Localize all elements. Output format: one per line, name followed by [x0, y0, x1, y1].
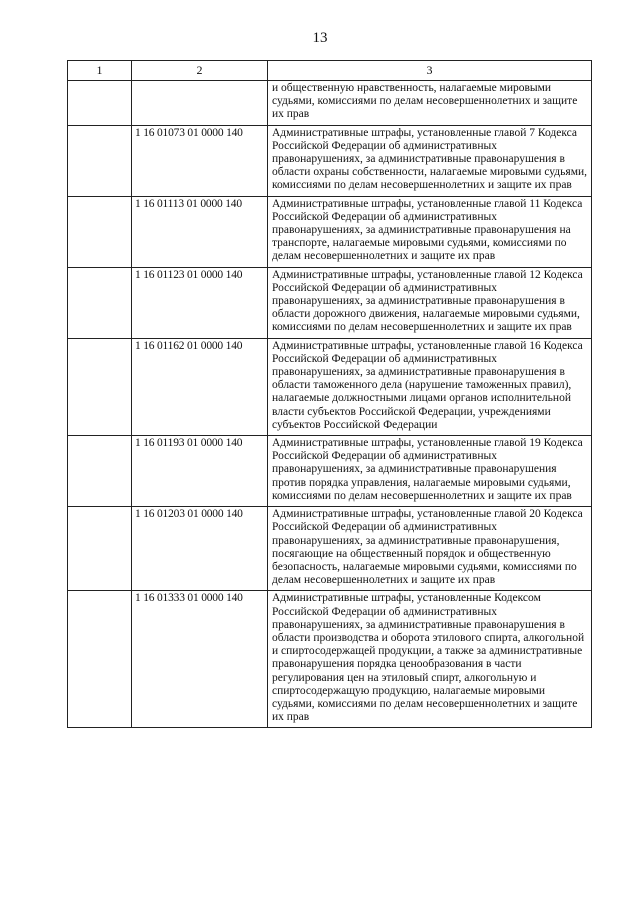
column-header-3: 3	[268, 61, 592, 81]
description-cell: Административные штрафы, установленные главой 11 Кодекса Российской Федерации об административных правонарушениях, за административные правонарушения на транспорте, налагаемые мировыми судьями, комиссиями по делам несовершеннолетних и защите их прав	[268, 196, 592, 267]
row-index-cell	[68, 338, 132, 435]
row-index-cell	[68, 196, 132, 267]
description-cell: Административные штрафы, установленные главой 7 Кодекса Российской Федерации об административных правонарушениях, за административные правонарушения в области охраны собственности, налагаемые мировыми судьями, комиссиями по делам несовершеннолетних и защите их прав	[268, 125, 592, 196]
budget-code-cell: 1 16 01123 01 0000 140	[132, 267, 268, 338]
budget-code-cell: 1 16 01073 01 0000 140	[132, 125, 268, 196]
description-cell: Административные штрафы, установленные главой 20 Кодекса Российской Федерации об административных правонарушениях, за административные правонарушения, посягающие на общественный порядок и общественную безопасность, налагаемые мировыми судьями, комиссиями по делам несовершеннолетних и защите их прав	[268, 507, 592, 591]
table-row	[68, 507, 592, 591]
column-header-2: 2	[132, 61, 268, 81]
table-row	[68, 436, 592, 507]
table-row	[68, 125, 592, 196]
table-row	[68, 338, 592, 435]
budget-code-cell: 1 16 01333 01 0000 140	[132, 591, 268, 728]
budget-code-cell: 1 16 01203 01 0000 140	[132, 507, 268, 591]
column-header-1: 1	[68, 61, 132, 81]
budget-code-cell	[132, 81, 268, 126]
table-row	[68, 591, 592, 728]
row-index-cell	[68, 267, 132, 338]
row-index-cell	[68, 81, 132, 126]
description-cell: Административные штрафы, установленные главой 16 Кодекса Российской Федерации об административных правонарушениях, за административные правонарушения в области таможенного дела (нарушение таможенных правил), налагаемые должностными лицами органов исполнительной власти субъектов Российской Федерации, учреждениями субъектов Российской Федерации	[268, 338, 592, 435]
budget-code-cell: 1 16 01193 01 0000 140	[132, 436, 268, 507]
row-index-cell	[68, 125, 132, 196]
row-index-cell	[68, 436, 132, 507]
table-row	[68, 196, 592, 267]
revenue-codes-table	[67, 60, 592, 728]
table-row	[68, 81, 592, 126]
description-cell: Административные штрафы, установленные главой 19 Кодекса Российской Федерации об административных правонарушениях, за административные правонарушения против порядка управления, налагаемые мировыми судьями, комиссиями по делам несовершеннолетних и защите их прав	[268, 436, 592, 507]
page-number: 13	[312, 30, 328, 46]
budget-code-cell: 1 16 01113 01 0000 140	[132, 196, 268, 267]
budget-code-cell: 1 16 01162 01 0000 140	[132, 338, 268, 435]
row-index-cell	[68, 507, 132, 591]
description-cell: Административные штрафы, установленные Кодексом Российской Федерации об административных правонарушениях, за административные правонарушения в области производства и оборота этилового спирта, алкогольной и спиртосодержащей продукции, а также за административные правонарушения порядка ценообразования в части регулирования цен на этиловый спирт, алкогольную и спиртосодержащую продукцию, налагаемые мировыми судьями, комиссиями по делам несовершеннолетних и защите их прав	[268, 591, 592, 728]
table-header-row	[68, 61, 592, 81]
description-cell: Административные штрафы, установленные главой 12 Кодекса Российской Федерации об административных правонарушениях, за административные правонарушения в области дорожного движения, налагаемые мировыми судьями, комиссиями по делам несовершеннолетних и защите их прав	[268, 267, 592, 338]
row-index-cell	[68, 591, 132, 728]
description-cell: и общественную нравственность, налагаемые мировыми судьями, комиссиями по делам несовершеннолетних и защите их прав	[268, 81, 592, 126]
table-row	[68, 267, 592, 338]
